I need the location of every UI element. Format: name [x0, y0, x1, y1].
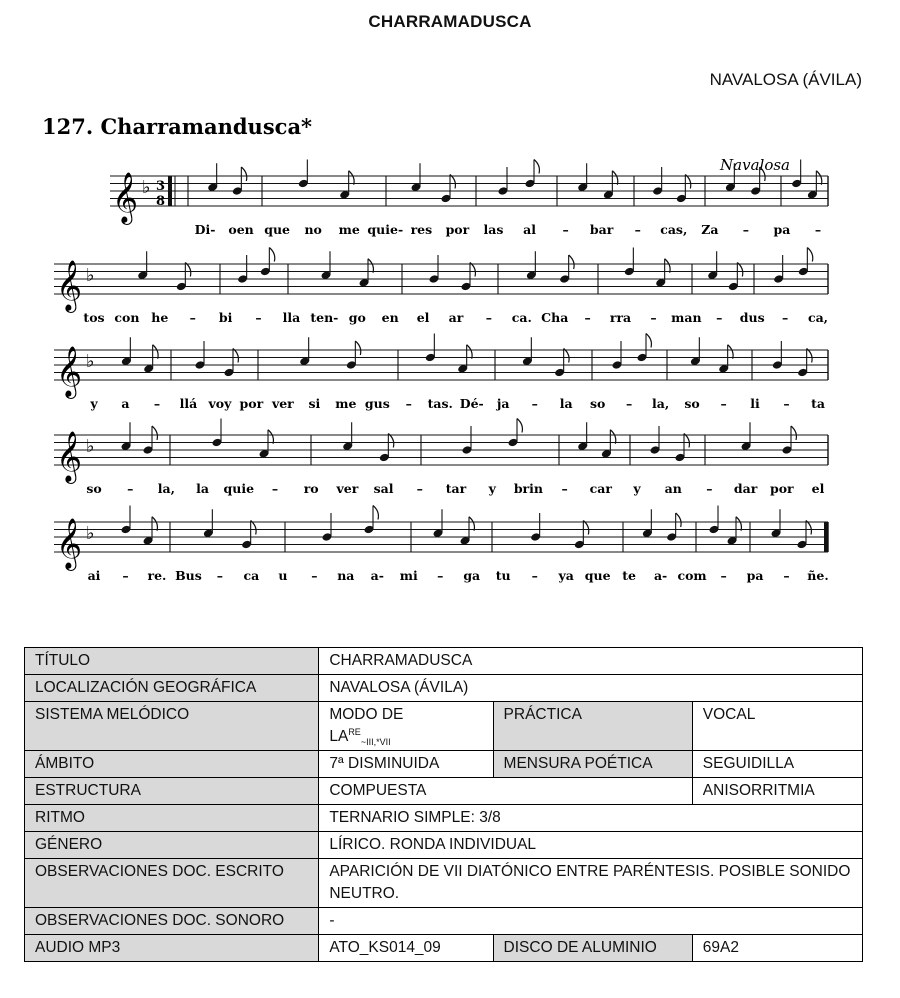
- label-obs-escrito: OBSERVACIONES DOC. ESCRITO: [25, 859, 319, 908]
- lyric-syllable: por: [239, 396, 264, 411]
- lyric-syllable: –: [626, 396, 633, 411]
- value-audio: ATO_KS014_09: [319, 935, 493, 962]
- lyric-syllable: pa: [746, 568, 764, 583]
- lyric-syllable: a: [121, 396, 130, 411]
- lyric-syllable: –: [720, 396, 727, 411]
- label-ambito: ÁMBITO: [25, 751, 319, 778]
- lyric-syllable: llá: [179, 396, 198, 411]
- lyric-syllable: ñe.: [807, 568, 829, 583]
- row-ambito: [25, 751, 863, 778]
- metadata-table: [24, 647, 863, 962]
- lyric-syllable: –: [814, 222, 822, 237]
- lyric-syllable: sal: [373, 481, 394, 496]
- lyric-syllable: la: [559, 396, 573, 411]
- lyric-syllable: –: [189, 310, 196, 325]
- flat-sign-icon: ♭: [86, 523, 95, 544]
- lyric-syllable: tos: [83, 310, 105, 325]
- treble-clef-icon: 𝄞: [56, 260, 83, 311]
- page-title: CHARRAMADUSCA: [368, 12, 532, 31]
- lyric-syllable: –: [271, 481, 279, 496]
- lyric-syllable: Di-: [194, 222, 216, 237]
- label-mensura: MENSURA POÉTICA: [493, 751, 692, 778]
- flat-sign-icon: ♭: [86, 265, 95, 286]
- lyric-syllable: en: [381, 310, 399, 325]
- sistema-base: LA: [329, 728, 349, 745]
- lyric-syllable: a-: [653, 568, 668, 583]
- lyric-syllable: si: [308, 396, 321, 411]
- sistema-sup: RE: [348, 726, 361, 737]
- lyric-syllable: y: [90, 396, 98, 411]
- label-genero: GÉNERO: [25, 832, 319, 859]
- lyric-syllable: ten-: [310, 310, 339, 325]
- svg-text:8: 8: [156, 194, 166, 209]
- lyric-syllable: que: [264, 222, 291, 237]
- lyric-syllable: por: [769, 481, 794, 496]
- lyric-syllable: ga: [463, 568, 481, 583]
- lyric-syllable: –: [706, 481, 713, 496]
- lyric-syllable: al: [523, 222, 536, 237]
- lyric-syllable: u: [278, 568, 288, 583]
- value-disco: 69A2: [692, 935, 862, 962]
- lyric-syllable: ro: [303, 481, 319, 496]
- label-obs-sonoro: OBSERVACIONES DOC. SONORO: [25, 908, 319, 935]
- row-ritmo: [25, 805, 863, 832]
- lyric-syllable: –: [485, 310, 493, 325]
- staff-system-3: [54, 334, 828, 412]
- lyric-syllable: no: [304, 222, 322, 237]
- lyric-syllable: dar: [733, 481, 758, 496]
- lyric-syllable: ca,: [807, 310, 829, 325]
- value-sistema: [319, 702, 493, 751]
- lyric-syllable: y: [488, 481, 496, 496]
- lyric-syllable: –: [405, 396, 412, 411]
- staff-system-5: [54, 506, 829, 584]
- lyric-syllable: –: [783, 396, 790, 411]
- treble-clef-icon: 𝄞: [56, 431, 83, 482]
- svg-text:3: 3: [156, 179, 166, 194]
- lyric-syllable: –: [153, 396, 161, 411]
- treble-clef-icon: 𝄞: [56, 518, 83, 569]
- lyric-syllable: go: [348, 310, 366, 325]
- lyric-syllable: ca.: [511, 310, 532, 325]
- value-anisorritmia: ANISORRITMIA: [692, 778, 862, 805]
- label-estructura: ESTRUCTURA: [25, 778, 319, 805]
- lyric-syllable: –: [437, 568, 444, 583]
- lyric-syllable: bar: [589, 222, 614, 237]
- lyric-syllable: a-: [370, 568, 384, 583]
- lyric-syllable: tas.: [427, 396, 453, 411]
- lyric-syllable: voy: [208, 396, 232, 411]
- lyric-syllable: ver: [336, 481, 359, 496]
- lyric-syllable: dus: [739, 310, 765, 325]
- lyric-syllable: quie-: [367, 222, 404, 237]
- song-number-title: 127. Charramandusca*: [42, 114, 313, 139]
- lyric-syllable: lla: [282, 310, 301, 325]
- lyric-syllable: la,: [157, 481, 176, 496]
- lyric-syllable: –: [255, 310, 262, 325]
- label-ritmo: RITMO: [25, 805, 319, 832]
- lyric-syllable: Za: [701, 222, 719, 237]
- lyric-syllable: –: [531, 396, 538, 411]
- lyric-syllable: –: [127, 481, 134, 496]
- lyric-syllable: –: [584, 310, 591, 325]
- value-obs-escrito: APARICIÓN DE VII DIATÓNICO ENTRE PARÉNTESIS. POSIBLE SONIDO NEUTRO.: [319, 859, 863, 908]
- lyric-syllable: com: [677, 568, 707, 583]
- lyric-syllable: brin: [513, 481, 543, 496]
- value-ambito: 7ª DISMINUIDA: [319, 751, 493, 778]
- lyric-syllable: –: [716, 310, 723, 325]
- lyric-syllable: ta: [811, 396, 825, 411]
- lyric-syllable: ai: [87, 568, 101, 583]
- lyric-syllable: rra: [609, 310, 632, 325]
- flat-sign-icon: ♭: [86, 351, 95, 372]
- row-sistema: [25, 702, 863, 751]
- lyric-syllable: Cha: [541, 310, 569, 325]
- label-localizacion: LOCALIZACIÓN GEOGRÁFICA: [25, 675, 319, 702]
- lyric-syllable: con: [114, 310, 140, 325]
- lyric-syllable: ya: [558, 568, 574, 583]
- row-titulo: [25, 648, 863, 675]
- lyric-syllable: mi: [399, 568, 418, 583]
- sistema-line1: MODO DE: [329, 706, 404, 723]
- value-mensura: SEGUIDILLA: [692, 751, 862, 778]
- lyric-syllable: –: [562, 222, 569, 237]
- lyric-syllable: me: [338, 222, 360, 237]
- lyric-syllable: –: [783, 568, 790, 583]
- place-label: NAVALOSA (ÁVILA): [709, 70, 862, 89]
- value-genero: LÍRICO. RONDA INDIVIDUAL: [319, 832, 863, 859]
- row-genero: [25, 832, 863, 859]
- value-obs-sonoro: -: [319, 908, 863, 935]
- lyric-syllable: re.: [147, 568, 167, 583]
- lyric-syllable: cas,: [660, 222, 688, 237]
- value-ritmo: TERNARIO SIMPLE: 3/8: [319, 805, 863, 832]
- lyric-syllable: –: [720, 568, 727, 583]
- label-disco: DISCO DE ALUMINIO: [493, 935, 692, 962]
- lyric-syllable: –: [650, 310, 657, 325]
- lyric-syllable: ja: [496, 396, 510, 411]
- row-obs-sonoro: [25, 908, 863, 935]
- lyric-syllable: me: [335, 396, 357, 411]
- lyric-syllable: quie: [223, 481, 255, 496]
- lyric-syllable: an: [664, 481, 682, 496]
- row-localizacion: [25, 675, 863, 702]
- label-practica: PRÁCTICA: [493, 702, 692, 751]
- lyric-syllable: Dé-: [459, 396, 484, 411]
- lyric-syllable: –: [561, 481, 568, 496]
- lyric-syllable: el: [416, 310, 430, 325]
- label-titulo: TÍTULO: [25, 648, 319, 675]
- song-locality: Navalosa: [720, 156, 790, 174]
- lyric-syllable: he: [151, 310, 169, 325]
- lyric-syllable: la,: [652, 396, 670, 411]
- music-score: [40, 108, 860, 608]
- flat-sign-icon: ♭: [86, 436, 95, 457]
- value-estructura: COMPUESTA: [319, 778, 692, 805]
- label-sistema: SISTEMA MELÓDICO: [25, 702, 319, 751]
- lyric-syllable: oen: [228, 222, 254, 237]
- lyric-syllable: car: [589, 481, 612, 496]
- staff-system-4: [54, 419, 828, 497]
- lyric-syllable: gus: [364, 396, 390, 411]
- lyric-syllable: na: [337, 568, 355, 583]
- treble-clef-icon: 𝄞: [56, 346, 83, 397]
- lyric-syllable: y: [633, 481, 641, 496]
- lyric-syllable: –: [781, 310, 789, 325]
- flat-sign-icon: ♭: [142, 177, 151, 198]
- lyric-syllable: –: [634, 222, 641, 237]
- lyric-syllable: te: [622, 568, 636, 583]
- lyric-syllable: que: [584, 568, 611, 583]
- lyric-syllable: li: [750, 396, 760, 411]
- row-obs-escrito: [25, 859, 863, 908]
- lyric-syllable: bi: [218, 310, 233, 325]
- label-audio: AUDIO MP3: [25, 935, 319, 962]
- treble-clef-icon: 𝄞: [112, 172, 139, 223]
- lyric-syllable: so: [684, 396, 700, 411]
- lyric-syllable: la: [196, 481, 210, 496]
- lyric-syllable: so: [86, 481, 102, 496]
- lyric-syllable: –: [311, 568, 318, 583]
- lyric-syllable: –: [531, 568, 538, 583]
- staves: [54, 160, 829, 584]
- value-localizacion: NAVALOSA (ÁVILA): [319, 675, 863, 702]
- lyric-syllable: las: [483, 222, 504, 237]
- row-audio: [25, 935, 863, 962]
- lyric-syllable: ar: [448, 310, 464, 325]
- value-practica: VOCAL: [692, 702, 862, 751]
- lyric-syllable: tu: [495, 568, 511, 583]
- lyric-syllable: –: [416, 481, 423, 496]
- lyric-syllable: Bus: [175, 568, 202, 583]
- lyric-syllable: res: [410, 222, 433, 237]
- lyric-syllable: –: [122, 568, 129, 583]
- row-estructura: [25, 778, 863, 805]
- lyric-syllable: so: [589, 396, 606, 411]
- lyric-syllable: pa: [773, 222, 791, 237]
- staff-system-2: [54, 248, 828, 326]
- lyric-syllable: man: [671, 310, 702, 325]
- value-titulo: CHARRAMADUSCA: [319, 648, 863, 675]
- lyric-syllable: ver: [271, 396, 294, 411]
- lyric-syllable: el: [811, 481, 825, 496]
- lyric-syllable: ca: [243, 568, 260, 583]
- sistema-sub: ~III,*VII: [360, 737, 391, 748]
- lyric-syllable: tar: [445, 481, 467, 496]
- lyric-syllable: –: [216, 568, 224, 583]
- lyric-syllable: por: [445, 222, 470, 237]
- lyric-syllable: –: [742, 222, 750, 237]
